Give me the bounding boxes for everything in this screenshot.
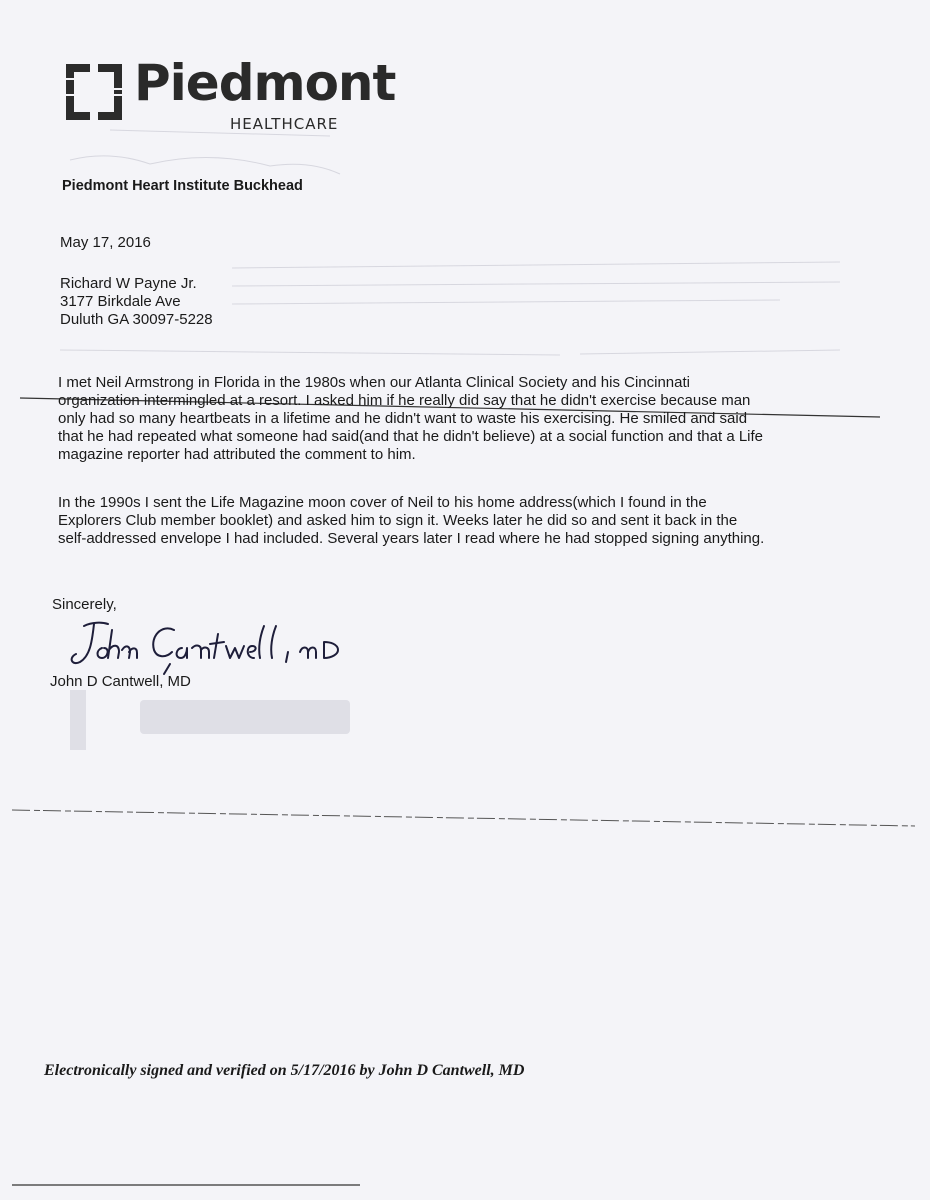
recipient-address	[60, 275, 213, 329]
recipient-name: Richard W Payne Jr.	[60, 275, 197, 292]
piedmont-cross-icon	[62, 60, 126, 124]
body-paragraph-1	[58, 374, 858, 464]
electronic-signature-note: Electronically signed and verified on 5/17/2016 by John D Cantwell, MD	[44, 1062, 525, 1079]
paragraph-line: only had so many heartbeats in a lifetime and he didn't want to waste his exercising. He smiled and said	[58, 410, 748, 427]
scan-line-middle	[12, 810, 915, 826]
letter-date: May 17, 2016	[60, 234, 151, 251]
paragraph-line: In the 1990s I sent the Life Magazine moon cover of Neil to his home address(which I found in the	[58, 494, 707, 511]
paragraph-line: magazine reporter had attributed the comment to him.	[58, 446, 416, 463]
recipient-city: Duluth GA 30097-5228	[60, 311, 213, 328]
signer-name: John D Cantwell, MD	[50, 673, 191, 690]
closing: Sincerely,	[52, 596, 117, 613]
handwritten-signature	[62, 608, 382, 678]
letterhead-logo	[62, 54, 396, 140]
body-paragraph-2	[58, 494, 858, 548]
recipient-street: 3177 Birkdale Ave	[60, 293, 181, 310]
paragraph-line: that he had repeated what someone had said(and that he didn't believe) at a social function and that a Life	[58, 428, 764, 445]
institute-name: Piedmont Heart Institute Buckhead	[62, 178, 303, 194]
brand-name: Piedmont	[134, 54, 396, 112]
brand-division: HEALTHCARE	[230, 115, 339, 133]
paragraph-line: I met Neil Armstrong in Florida in the 1980s when our Atlanta Clinical Society and his Cincinnati	[58, 374, 690, 391]
paragraph-line: self-addressed envelope I had included. Several years later I read where he had stopped signing anything.	[58, 530, 765, 547]
paragraph-line: organization intermingled at a resort. I asked him if he really did say that he didn't exercise because man	[58, 392, 751, 409]
paragraph-line: Explorers Club member booklet) and asked him to sign it. Weeks later he did so and sent it back in the	[58, 512, 738, 529]
